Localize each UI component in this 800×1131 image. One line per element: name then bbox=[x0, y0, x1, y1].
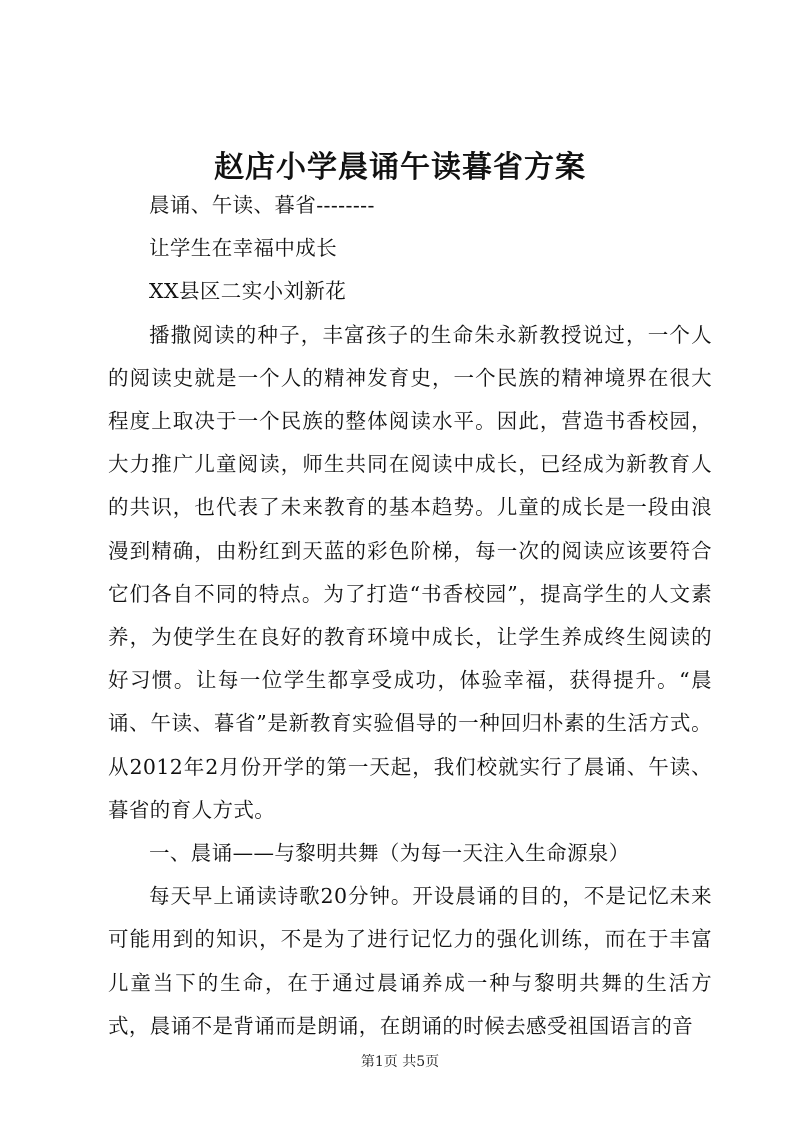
section-heading: 一、晨诵——与黎明共舞（为每一天注入生命源泉） bbox=[149, 841, 630, 866]
subtitle-line: 晨诵、午读、暮省-------- bbox=[149, 193, 375, 217]
subtitle-slogan: 让学生在幸福中成长 bbox=[149, 236, 338, 261]
body-paragraph: 每天早上诵读诗歌20分钟。开设晨诵的目的，不是记忆未来可能用到的知识，不是为了进行记忆力的强化训练，而在于丰富儿童当下的生命，在于通过晨诵养成一种与黎明共舞的生活方式，晨诵不是背诵而是朗诵，在朗诵的时候去感受祖国语言的音 bbox=[108, 884, 712, 1038]
document-title: 赵店小学晨诵午读暮省方案 bbox=[214, 150, 586, 185]
body-paragraph: 播撒阅读的种子，丰富孩子的生命朱永新教授说过，一个人的阅读史就是一个人的精神发育史，一个民族的精神境界在很大程度上取决于一个民族的整体阅读水平。因此，营造书香校园，大力推广儿童阅读，师生共同在阅读中成长，已经成为新教育人的共识，也代表了未来教育的基本趋势。儿童的成长是一段由浪漫到精确，由粉红到天蓝的彩色阶梯，每一次的阅读应该要符合它们各自不同的特点。为了打造“书香校园”，提高学生的人文素养，为使学生在良好的教育环境中成长，让学生养成终生阅读的好习惯。让每一位学生都享受成功，体验幸福，获得提升。“晨诵、午读、暮省”是新教育实验倡导的一种回归朴素的生活方式。从2012年2月份开学的第一天起，我们校就实行了晨诵、午读、暮省的育人方式。 bbox=[108, 322, 712, 822]
page-number-footer: 第1页 共5页 bbox=[360, 1054, 440, 1070]
document-body bbox=[108, 184, 712, 1048]
author-line: XX县区二实小刘新花 bbox=[149, 279, 347, 304]
